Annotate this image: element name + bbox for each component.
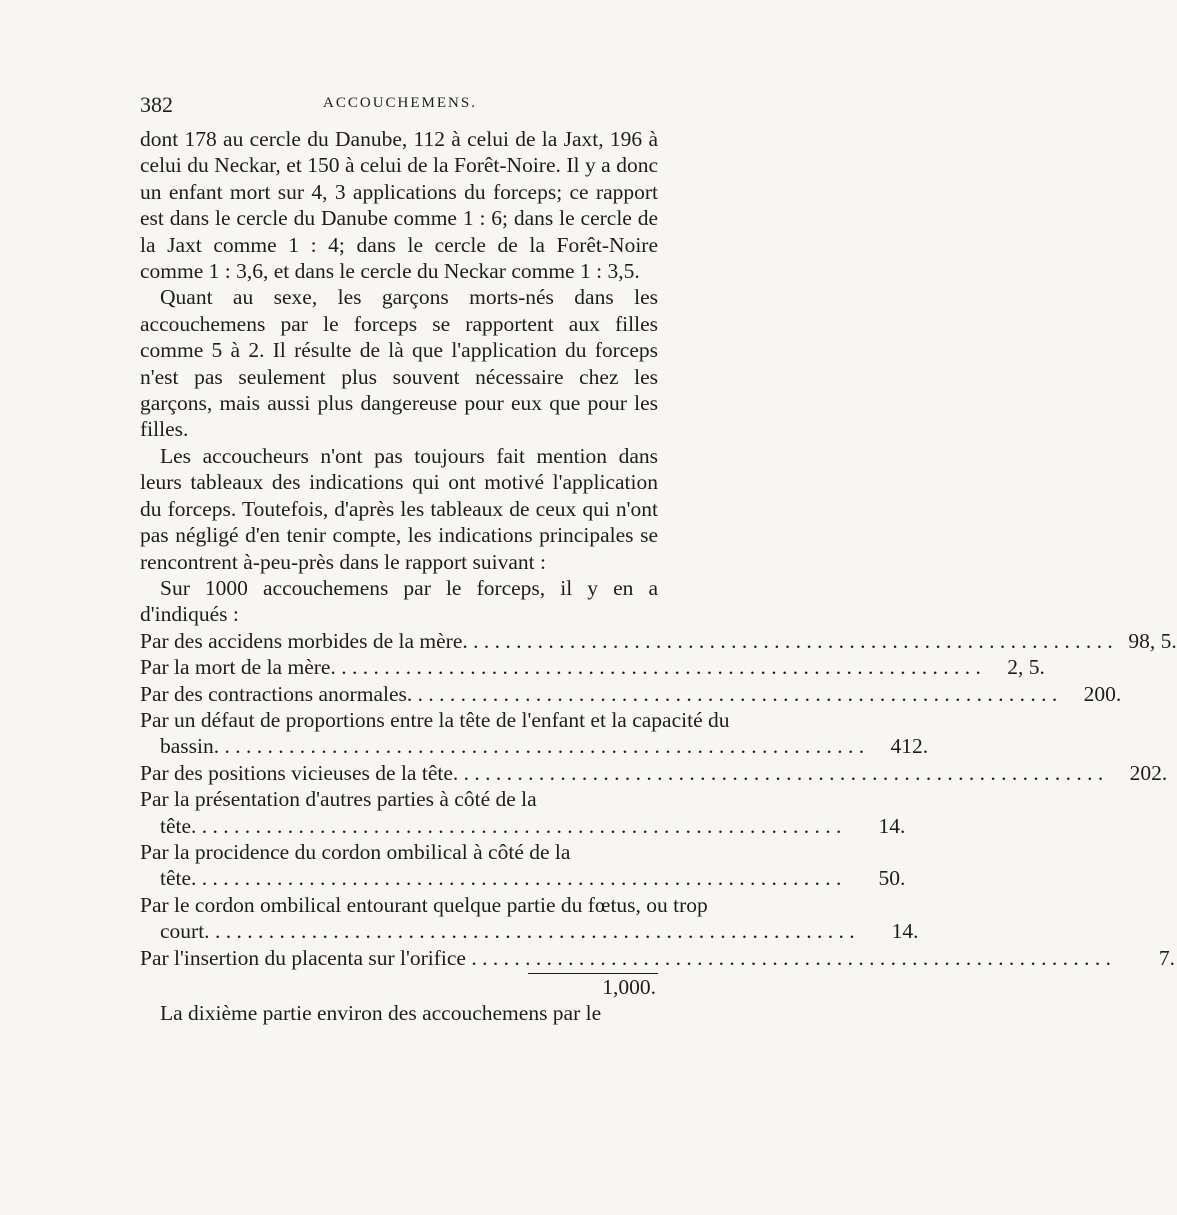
indication-label: Par l'insertion du placenta sur l'orifice . . . xyxy=(160,945,1111,971)
indication-value: 14. xyxy=(841,813,905,839)
indication-row xyxy=(140,654,1045,680)
indication-value: 7. xyxy=(1111,945,1175,971)
page-number: 382 xyxy=(140,92,173,117)
paragraph-continuation: dont 178 au cercle du Danube, 112 à celui de la Jaxt, 196 à celui du Neckar, et 150 à celui de la Forêt-Noire. Il y a donc un enfant mort sur 4, 3 applications du forceps; ce rapport est dans le cercle du Danube comme 1 : 6; dans le cercle de la Jaxt comme 1 : 4; dans le cercle de la Forêt-Noire comme 1 : 3,6, et dans le cercle du Neckar comme 1 : 3,5. xyxy=(140,127,658,284)
table-total: 1,000. xyxy=(602,975,656,999)
indications-table xyxy=(140,628,1177,971)
paragraph-table-intro: Sur 1000 accouchemens par le forceps, il y en a d'indiqués : xyxy=(140,575,658,627)
indication-label: Par la mort de la mère. . . . xyxy=(160,654,981,680)
indication-row xyxy=(140,839,906,892)
indication-label: Par des positions vicieuses de la tête. . . . xyxy=(160,760,1103,786)
indication-value: 200. xyxy=(1057,681,1121,707)
indication-label: Par des contractions anormales. . . . xyxy=(160,681,1057,707)
indication-value: 412. xyxy=(864,733,928,759)
indication-row xyxy=(140,628,1177,654)
paragraph-sexe: Quant au sexe, les garçons morts-nés dans les accouchemens par le forceps se rapportent aux filles comme 5 à 2. Il résulte de là que l'application du forceps n'est pas seulement plus souvent nécessaire chez les garçons, mais aussi plus dangereuse pour eux que pour les filles. xyxy=(140,285,658,442)
indication-label: Par des accidens morbides de la mère. . . . xyxy=(160,628,1113,654)
indication-row xyxy=(140,707,929,760)
indication-label: Par la procidence du cordon ombilical à côté de la tête. . . . xyxy=(160,839,841,892)
indication-label: Par un défaut de proportions entre la tête de l'enfant et la capacité du bassin. . . . xyxy=(160,707,864,760)
indication-row xyxy=(140,760,1168,786)
paragraph-indications: Les accoucheurs n'ont pas toujours fait mention dans leurs tableaux des indications qui ont motivé l'application du forceps. Toutefois, d'après les tableaux de ceux qui n'ont pas négligé d'en tenir compte, les indications principales se rencontrent à-peu-près dans le rapport suivant : xyxy=(140,443,658,574)
indication-label: Par le cordon ombilical entourant quelque partie du fœtus, ou trop court. . . . xyxy=(160,892,855,945)
indication-label: Par la présentation d'autres parties à côté de la tête. . . . xyxy=(160,786,841,839)
indication-value: 2, 5. xyxy=(981,654,1045,680)
body-text xyxy=(140,126,1177,1026)
indication-value: 98, 5. xyxy=(1113,628,1177,654)
running-head: ACCOUCHEMENS. xyxy=(323,95,477,111)
indication-row xyxy=(140,786,906,839)
indication-row xyxy=(140,892,919,945)
indication-value: 202. xyxy=(1103,760,1167,786)
indication-value: 14. xyxy=(855,918,919,944)
indication-row xyxy=(140,681,1122,707)
page-header xyxy=(140,92,660,122)
indication-row xyxy=(140,945,1175,971)
indication-value: 50. xyxy=(841,865,905,891)
closing-line: La dixième partie environ des accouchemens par le xyxy=(160,1001,602,1025)
